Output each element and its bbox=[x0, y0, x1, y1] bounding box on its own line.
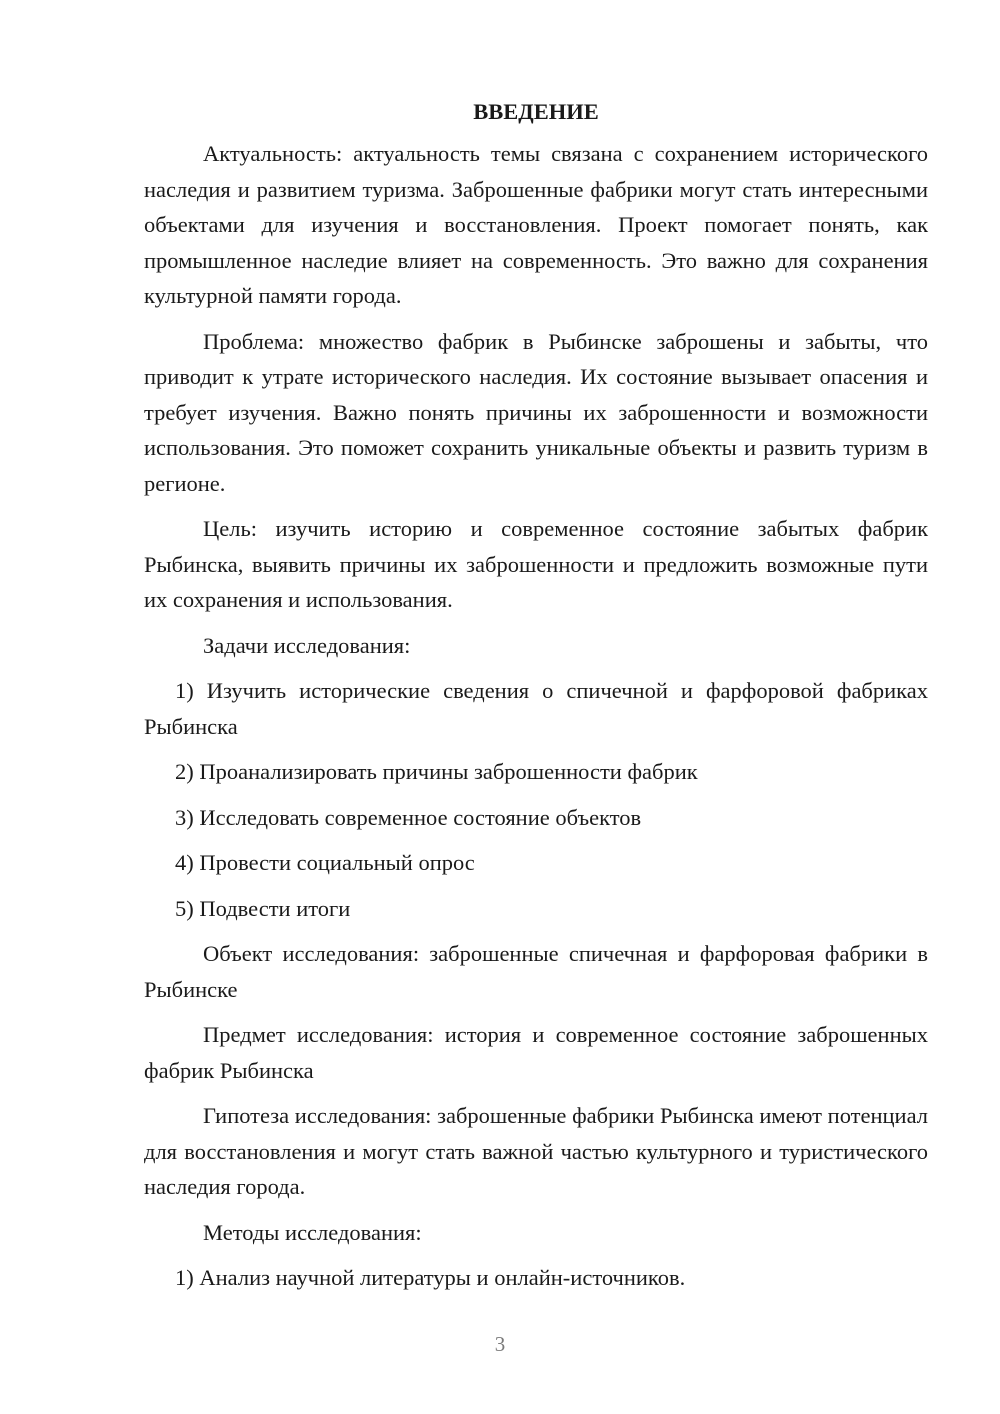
paragraph-hypothesis: Гипотеза исследования: заброшенные фабрики Рыбинска имеют потенциал для восстановления и могут стать важной частью культурного и туристического наследия города. bbox=[144, 1103, 928, 1199]
task-item-5: 5) Подвести итоги bbox=[175, 895, 351, 921]
page-number: 3 bbox=[494, 1332, 506, 1356]
task-item-3: 3) Исследовать современное состояние объектов bbox=[175, 804, 642, 830]
task-item-4: 4) Провести социальный опрос bbox=[175, 850, 475, 875]
paragraph-tasks-heading: Задачи исследования: bbox=[203, 632, 411, 658]
paragraph-relevance: Актуальность: актуальность темы связана с сохранением исторического наследия и развитием туризма. Заброшенные фабрики могут стать интересными объектами для изучения и восстановления. Проект помогает понять, как промышленное наследие влияет на современность. Это важно для сохранения культурной памяти города. bbox=[144, 141, 928, 308]
task-item-1: 1) Изучить исторические сведения о спичечной и фарфоровой фабриках Рыбинска bbox=[144, 678, 928, 739]
section-title: ВВЕДЕНИЕ bbox=[473, 99, 599, 124]
task-item-2: 2) Проанализировать причины заброшенности фабрик bbox=[175, 759, 698, 784]
paragraph-methods-heading: Методы исследования: bbox=[203, 1219, 422, 1245]
paragraph-object: Объект исследования: заброшенные спичечная и фарфоровая фабрики в Рыбинске bbox=[144, 941, 928, 1002]
page-content bbox=[144, 96, 928, 1306]
method-item-1: 1) Анализ научной литературы и онлайн-источников. bbox=[175, 1265, 686, 1290]
paragraph-subject: Предмет исследования: история и современное состояние заброшенных фабрик Рыбинска bbox=[144, 1022, 928, 1083]
paragraph-goal: Цель: изучить историю и современное состояние забытых фабрик Рыбинска, выявить причины их заброшенности и предложить возможные пути их сохранения и использования. bbox=[144, 516, 928, 612]
paragraph-problem: Проблема: множество фабрик в Рыбинске заброшены и забыты, что приводит к утрате исторического наследия. Их состояние вызывает опасения и требует изучения. Важно понять причины их заброшенности и возможности использования. Это поможет сохранить уникальные объекты и развить туризм в регионе. bbox=[144, 328, 928, 496]
